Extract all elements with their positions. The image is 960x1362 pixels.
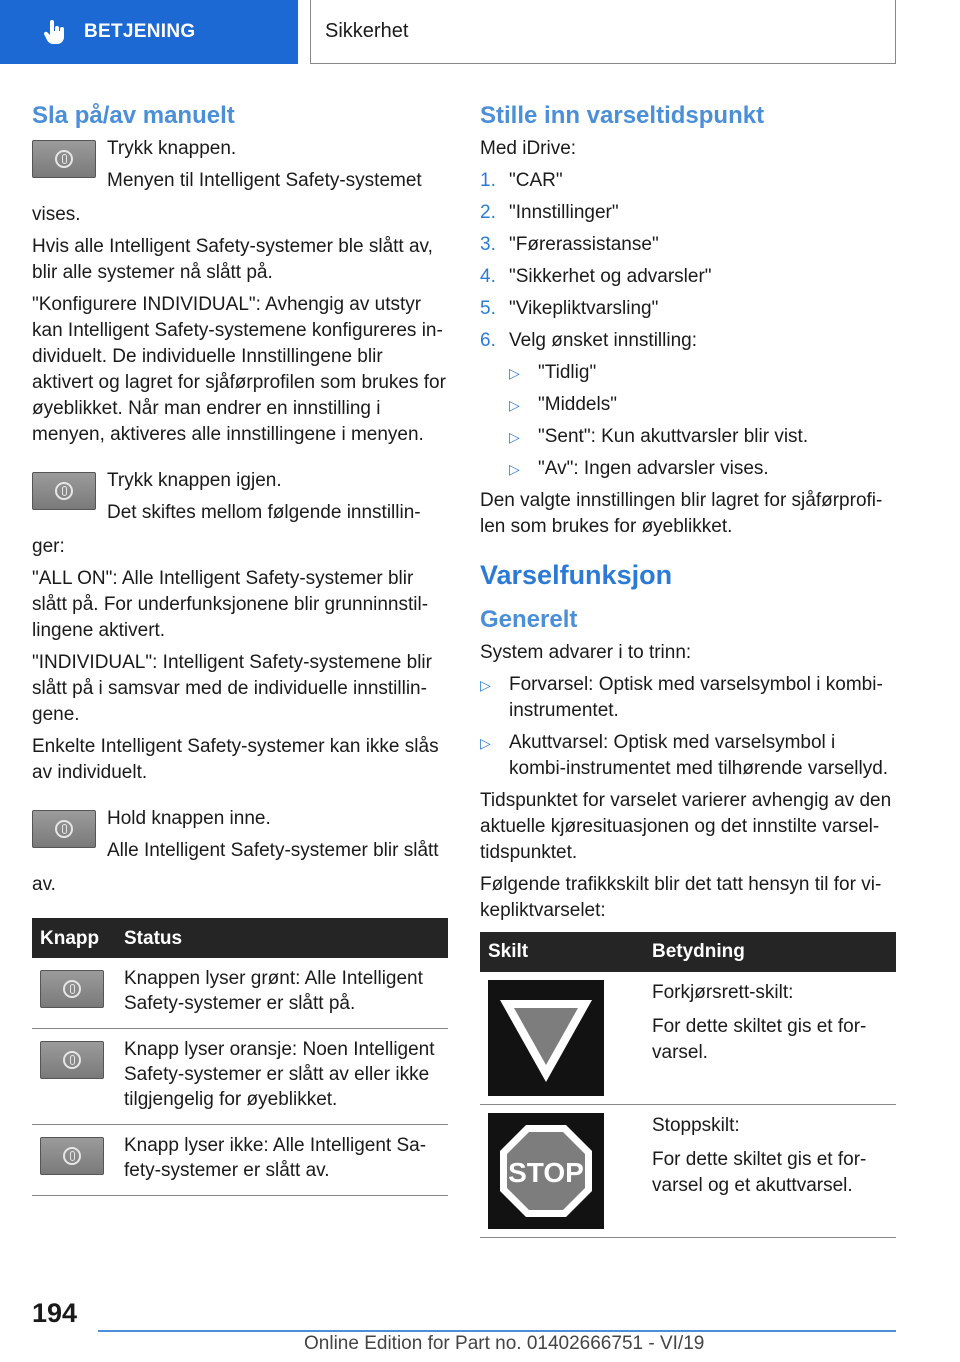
warning-stage-list [480,672,896,782]
traffic-sign-table [480,932,896,1238]
intro-text: Med iDrive: [480,138,577,159]
paragraph: "Konfigurere INDIVIDUAL": Avhengig av utstyr kan Intelligent Safety-systemene konfigureres individuelt. De individuelle Innstillingene blir aktivert og lagret for sjåførprofilen som brukes for øyeblikket. Når man endrer en innstilling i menyen, aktiveres alle innstillingene i menyen. [32,294,446,445]
chapter-title: Sikkerhet [325,20,409,42]
triangle-bullet-icon: ▷ [480,677,491,693]
sign-description: For dette skiltet gis et forvarsel og et akuttvarsel. [652,1149,867,1196]
list-item [480,672,896,724]
sign-title: Forkjørsrett-skilt: [652,982,794,1003]
table-header: Knapp [32,918,116,958]
list-item [509,456,896,482]
table-row [32,1029,448,1125]
table-header: Status [116,918,448,958]
right-column [480,100,896,1238]
list-item [480,232,896,258]
step-number: 3. [480,234,496,255]
step-press-button [32,136,448,200]
table-header: Betydning [644,932,896,972]
list-item [480,730,896,782]
step-text: Hold knappen inne. [107,808,271,829]
table-row [32,1125,448,1196]
footer-divider [98,1330,896,1332]
subsection-heading: Generelt [480,606,578,633]
numbered-steps [480,168,896,354]
edition-note: Online Edition for Part no. 01402666751 - VI/19 [304,1333,705,1354]
list-item [480,264,896,290]
step-label: "Vikepliktvarsling" [509,298,659,319]
triangle-bullet-icon: ▷ [509,365,520,381]
table-row [480,1105,896,1238]
step-text: Trykk knappen igjen. [107,470,282,491]
step-label: "Innstillinger" [509,202,619,223]
paragraph: Hvis alle Intelligent Safety-systemer ble slått av, blir alle systemer nå slått på. [32,236,433,283]
section-tab[interactable] [0,0,298,64]
step-text: Menyen til Intelligent Safety-systemet [107,170,422,191]
step-text: Det skiftes mellom følgende innstillin- [107,502,421,523]
left-column [32,100,448,1196]
intelligent-safety-button-icon [32,472,96,510]
table-cell: Knapp lyser ikke: Alle Intelligent Safety-systemer er slått av. [116,1125,448,1196]
table-row [480,972,896,1105]
paragraph: System advarer i to trinn: [480,642,692,663]
intelligent-safety-button-icon [40,1041,104,1079]
hand-pointer-icon [40,18,68,46]
list-item [509,360,896,386]
step-number: 1. [480,170,496,191]
step-label: "Førerassistanse" [509,234,659,255]
step-label: "Sikkerhet og advarsler" [509,266,712,287]
triangle-bullet-icon: ▷ [509,429,520,445]
step-number: 5. [480,298,496,319]
option-label: "Tidlig" [538,362,597,383]
step-continuation: ger: [32,536,65,557]
step-text: Alle Intelligent Safety-systemer blir slått [107,840,439,861]
list-item [480,328,896,354]
triangle-bullet-icon: ▷ [509,461,520,477]
option-label: "Av": Ingen advarsler vises. [538,458,769,479]
chapter-header [310,0,896,64]
intelligent-safety-button-icon [32,140,96,178]
paragraph: Følgende trafikkskilt blir det tatt hensyn til for vikepliktvarselet: [480,874,882,921]
step-number: 6. [480,330,496,351]
table-cell: Knappen lyser grønt: Alle Intelligent Safety-systemer er slått på. [116,958,448,1029]
step-hold-button [32,806,448,870]
list-text: Forvarsel: Optisk med varselsymbol i kombiinstrumentet. [509,674,883,721]
step-continuation: vises. [32,204,81,225]
option-list [509,360,896,482]
list-text: Akuttvarsel: Optisk med varselsymbol i kombi-instrumentet med tilhørende varsellyd. [509,732,889,779]
option-label: "Middels" [538,394,617,415]
sign-title: Stoppskilt: [652,1115,740,1136]
step-text: Trykk knappen. [107,138,237,159]
list-item [509,392,896,418]
sign-description: For dette skiltet gis et forvarsel. [652,1016,867,1063]
left-heading: Sla på/av manuelt [32,102,235,129]
triangle-bullet-icon: ▷ [509,397,520,413]
intelligent-safety-button-icon [40,970,104,1008]
list-item [480,168,896,194]
table-row [32,958,448,1029]
section-heading: Varselfunksjon [480,560,673,590]
page-number: 194 [32,1298,78,1328]
section-title: BETJENING [84,21,196,42]
triangle-bullet-icon: ▷ [480,735,491,751]
step-continuation: av. [32,874,56,895]
step-label: Velg ønsket innstilling: [509,330,697,351]
list-item [509,424,896,450]
step-number: 4. [480,266,496,287]
option-label: "Sent": Kun akuttvarsler blir vist. [538,426,809,447]
list-item [480,296,896,322]
paragraph: Tidspunktet for varselet varierer avhengig av den aktuelle kjøresituasjonen og det innstilte varseltidspunktet. [480,790,892,863]
step-press-again [32,468,448,532]
yield-sign-icon [488,980,604,1096]
paragraph: "ALL ON": Alle Intelligent Safety-systemer blir slått på. For underfunksjonene blir grunninnstillingene aktivert. [32,568,429,641]
step-number: 2. [480,202,496,223]
paragraph: Den valgte innstillingen blir lagret for sjåførprofilen som brukes for øyeblikket. [480,490,883,537]
intelligent-safety-button-icon [40,1137,104,1175]
intelligent-safety-button-icon [32,810,96,848]
button-status-table [32,918,448,1196]
stop-sign-text: STOP [508,1157,584,1188]
table-cell: Knapp lyser oransje: Noen Intelligent Safety-systemer er slått av eller ikke tilgjengelig for øyeblikket. [116,1029,448,1125]
step-label: "CAR" [509,170,563,191]
paragraph: Enkelte Intelligent Safety-systemer kan ikke slås av individuelt. [32,736,439,783]
table-header: Skilt [480,932,644,972]
paragraph: "INDIVIDUAL": Intelligent Safety-systemene blir slått på i samsvar med de individuelle innstillingene. [32,652,432,725]
list-item [480,200,896,226]
stop-sign-icon [488,1113,604,1229]
right-heading: Stille inn varseltidspunkt [480,102,765,129]
